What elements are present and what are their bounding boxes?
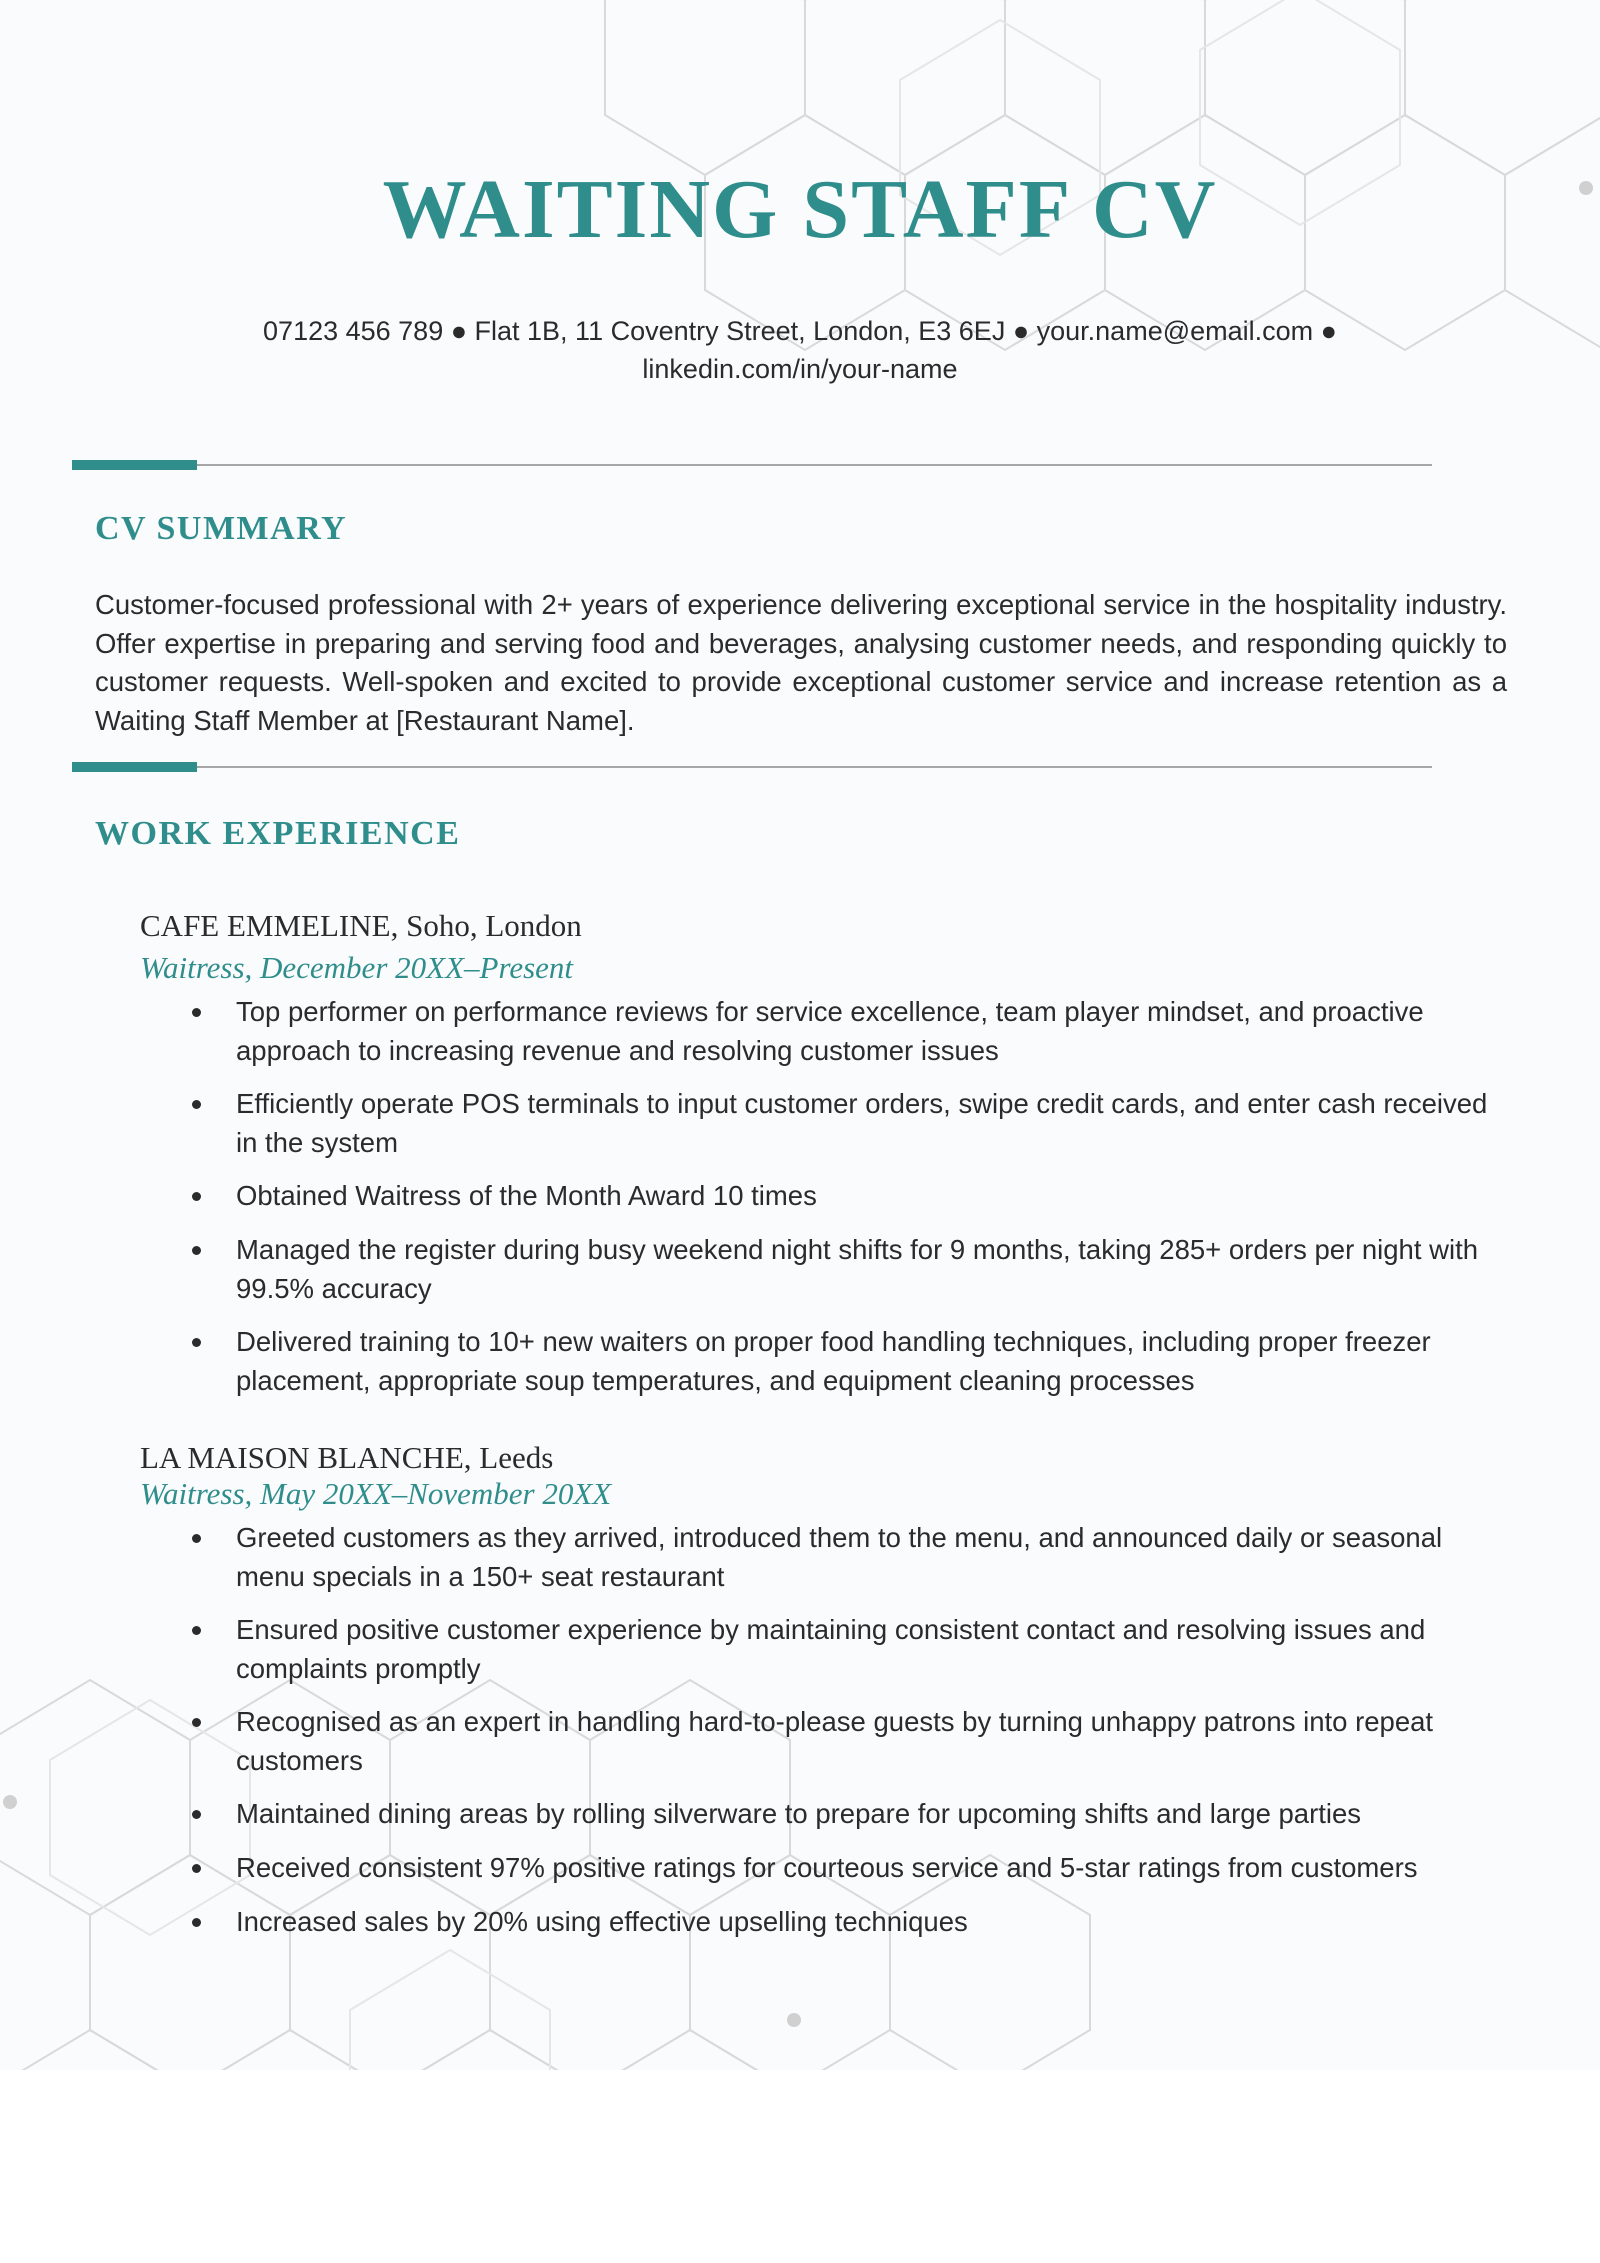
bullet-item (236, 1903, 1516, 1942)
bullet-icon (192, 1246, 201, 1255)
bullet-icon (192, 1864, 201, 1873)
divider-accent (72, 762, 197, 772)
bullet-text: Recognised as an expert in handling hard-to-please guests by turning unhappy patrons into repeat customers (236, 1706, 1434, 1776)
bullet-item (236, 1795, 1516, 1834)
linkedin-link[interactable]: linkedin.com/in/your-name (642, 354, 958, 384)
employer-name: LA MAISON BLANCHE, Leeds (140, 1440, 554, 1475)
bullet-item (236, 1849, 1516, 1888)
summary-text: Customer-focused professional with 2+ years of experience delivering exceptional service in the hospitality industry. Offer expertise in preparing and serving food and beverages, analysing customer needs, and responding quickly to customer requests. Well-spoken and excited to provide exceptional customer service and increase retention as a Waiting Staff Member at [Restaurant Name]. (95, 589, 1507, 736)
employer-name: CAFE EMMELINE, Soho, London (140, 908, 582, 943)
bullet-icon (192, 1918, 201, 1927)
bullet-item (236, 993, 1516, 1070)
page-title: WAITING STAFF CV (382, 163, 1218, 256)
bullet-text: Ensured positive customer experience by maintaining consistent contact and resolving issues and complaints promptly (236, 1614, 1426, 1684)
bullet-item (236, 1177, 1516, 1216)
bullet-icon (192, 1718, 201, 1727)
bullet-item (236, 1703, 1516, 1780)
bullet-text: Top performer on performance reviews for service excellence, team player mindset, and proactive approach to increasing revenue and resolving customer issues (236, 996, 1424, 1066)
bullet-item (236, 1231, 1516, 1308)
bullet-icon (192, 1810, 201, 1819)
bullet-text: Managed the register during busy weekend night shifts for 9 months, taking 285+ orders per night with 99.5% accuracy (236, 1234, 1479, 1304)
bullet-item (236, 1611, 1516, 1688)
bullet-item (236, 1085, 1516, 1162)
bullet-text: Maintained dining areas by rolling silverware to prepare for upcoming shifts and large parties (236, 1798, 1362, 1829)
job-role: Waitress, December 20XX–Present (140, 950, 574, 985)
bullet-icon (192, 1100, 201, 1109)
summary-heading: CV SUMMARY (95, 510, 348, 547)
bullet-item (236, 1519, 1516, 1596)
job-role: Waitress, May 20XX–November 20XX (140, 1476, 612, 1511)
experience-heading: WORK EXPERIENCE (95, 815, 461, 852)
divider-line (72, 464, 1432, 466)
bullet-text: Increased sales by 20% using effective upselling techniques (236, 1906, 968, 1937)
bullet-text: Delivered training to 10+ new waiters on proper food handling techniques, including proper freezer placement, appropriate soup temperatures, and equipment cleaning processes (236, 1326, 1431, 1396)
divider-accent (72, 460, 197, 470)
contact-line: 07123 456 789 ● Flat 1B, 11 Coventry Street, London, E3 6EJ ● your.name@email.com ● (263, 316, 1337, 346)
bullet-icon (192, 1008, 201, 1017)
divider-line (72, 766, 1432, 768)
bullet-text: Efficiently operate POS terminals to input customer orders, swipe credit cards, and enter cash received in the system (236, 1088, 1488, 1158)
bullet-icon (192, 1192, 201, 1201)
contact-info (160, 312, 1440, 388)
bullet-text: Greeted customers as they arrived, introduced them to the menu, and announced daily or seasonal menu specials in a 150+ seat restaurant (236, 1522, 1443, 1592)
section-divider (72, 762, 1432, 772)
bullet-item (236, 1323, 1516, 1400)
section-divider (72, 460, 1432, 470)
bullet-icon (192, 1534, 201, 1543)
bullet-text: Received consistent 97% positive ratings for courteous service and 5-star ratings from customers (236, 1852, 1418, 1883)
bullet-icon (192, 1338, 201, 1347)
bullet-icon (192, 1626, 201, 1635)
bullet-text: Obtained Waitress of the Month Award 10 times (236, 1180, 817, 1211)
